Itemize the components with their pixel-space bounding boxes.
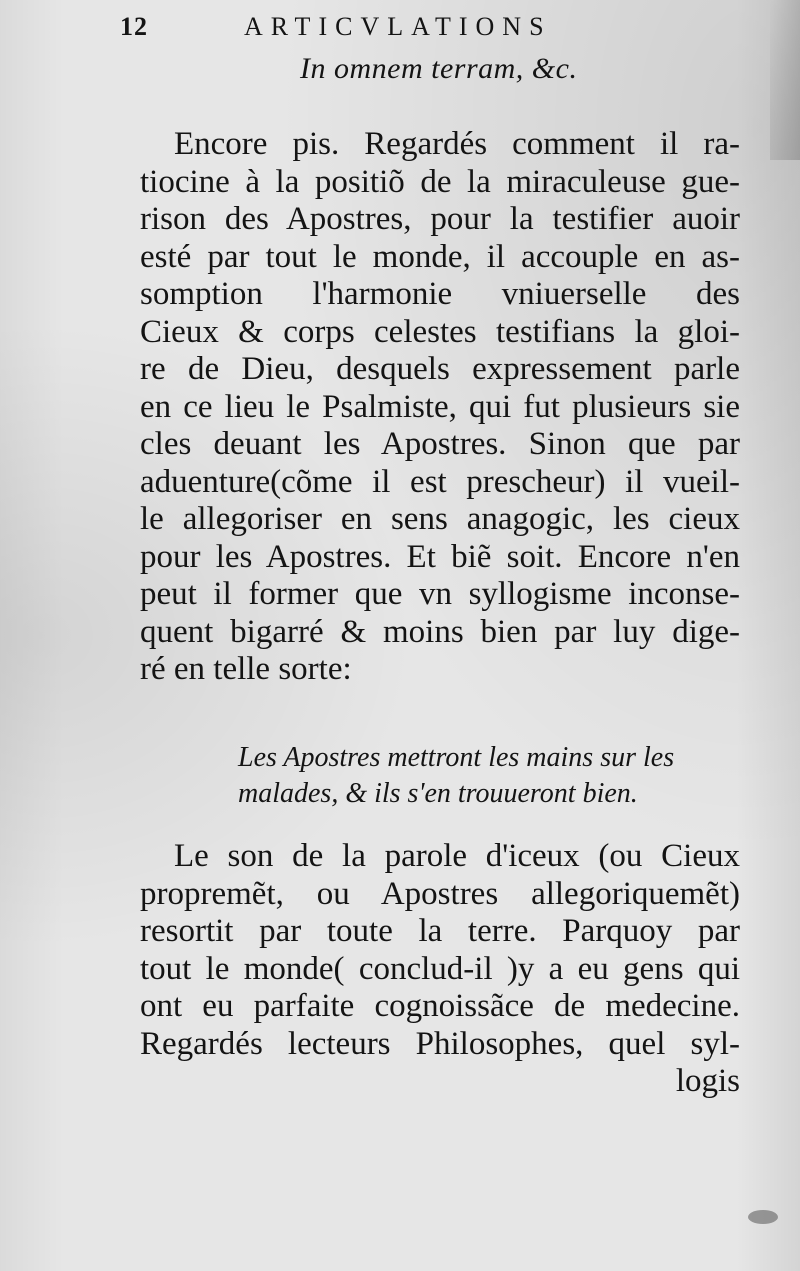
text-line: cles deuant les Apostres. Sinon que par: [140, 426, 740, 462]
quoted-syllogism: [238, 740, 718, 812]
text-line: resortit par toute la terre. Parquoy par: [140, 913, 740, 949]
quote-line: Les Apostres mettront les mains sur les: [238, 742, 675, 773]
text-line: re de Dieu, desquels expressement parle: [140, 351, 740, 387]
text-line: quent bigarré & moins bien par luy dige-: [140, 613, 740, 650]
page-number: 12: [120, 12, 148, 41]
text-line: pour les Apostres. Et biẽ soit. Encore n'en: [140, 538, 740, 575]
text-line: ont eu parfaite cognoissãce de medecine.: [140, 988, 740, 1024]
text-line: rison des Apostres, pour la testifier auoir: [140, 201, 740, 237]
text-line: esté par tout le monde, il accouple en as-: [140, 238, 740, 275]
text-line: Regardés lecteurs Philosophes, quel syl-: [140, 1025, 740, 1062]
text-line: tiocine à la positiõ de la miraculeuse gue-: [140, 163, 740, 200]
text-line: en ce lieu le Psalmiste, qui fut plusieurs sie: [140, 388, 740, 425]
paragraph-1: [140, 126, 740, 689]
text-line: Encore pis. Regardés comment il ra-: [174, 126, 740, 162]
text-line: ré en telle sorte:: [140, 651, 352, 687]
text-line: peut il former que vn syllogisme inconse-: [140, 576, 740, 612]
text-line: le allegoriser en sens anagogic, les cieux: [140, 501, 740, 537]
text-line: Cieux & corps celestes testifians la gloi-: [140, 313, 740, 350]
catchword: logis: [675, 1063, 740, 1099]
text-line: somption l'harmonie vniuerselle des: [140, 276, 740, 312]
text-line: propremẽt, ou Apostres allegoriquemẽt): [140, 875, 740, 912]
page-header: [0, 6, 800, 46]
ink-smudge: [748, 1210, 778, 1224]
section-subtitle: In omnem terram, &c.: [300, 52, 578, 85]
text-line: tout le monde( conclud-il )y a eu gens qui: [140, 950, 740, 987]
running-title: ARTICVLATIONS: [244, 12, 552, 41]
text-line: Le son de la parole d'iceux (ou Cieux: [174, 838, 740, 874]
text-line: aduenture(cõme il est prescheur) il vueil-: [140, 463, 740, 500]
quote-line: malades, & ils s'en trouueront bien.: [238, 778, 638, 809]
paragraph-2: [140, 838, 740, 1101]
